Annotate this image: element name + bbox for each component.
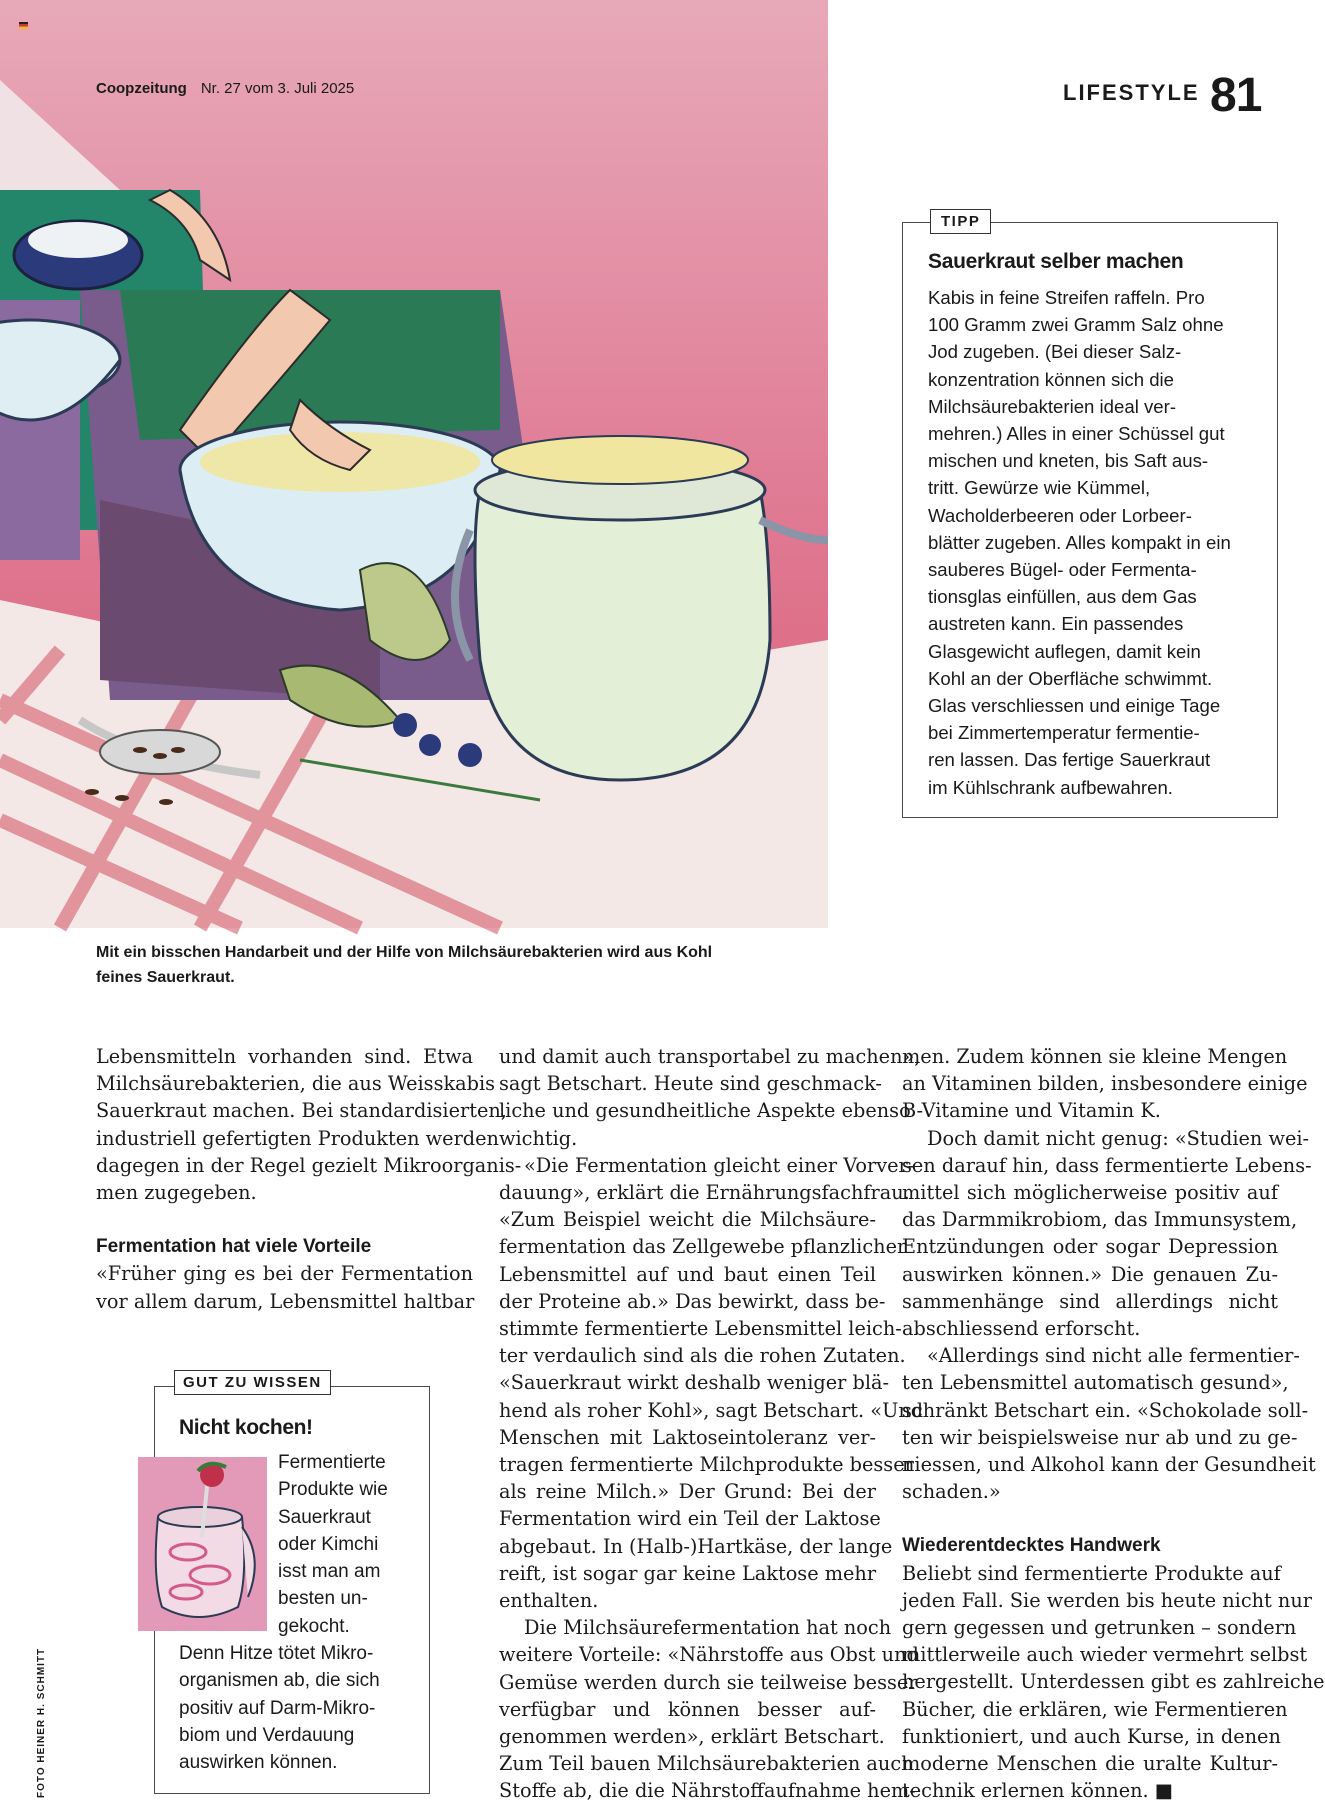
body-line: «Früher ging es bei der Fermentation [96,1262,473,1286]
tipp-line: Kohl an der Oberfläche schwimmt. [928,667,1213,689]
body-line: schränkt Betschart ein. «Schokolade soll- [902,1398,1309,1422]
body-line: und damit auch transportabel zu machen», [499,1045,921,1068]
body-line: «Allerdings sind nicht alle fermentier- [927,1344,1300,1368]
body-line: an Vitaminen bilden, insbesondere einige [902,1072,1308,1096]
article-column-1 [96,1043,522,1315]
info-box-text-bottom [179,1640,380,1776]
body-line: sagt Betschart. Heute sind geschmack- [499,1072,882,1096]
body-line: mittlerweile auch wieder vermehrt selbst [902,1643,1308,1667]
body-line: verfügbar und können besser auf- [499,1697,876,1721]
tipp-line: konzentration können sich die [928,368,1175,390]
body-line: «Sauerkraut wirkt deshalb weniger blä- [499,1371,890,1395]
tipp-line: Kabis in feine Streifen raffeln. Pro [928,287,1205,308]
body-line: dagegen in der Regel gezielt Mikroorganis- [96,1153,522,1177]
body-line: Doch damit nicht genug: «Studien wei- [927,1126,1310,1150]
info-box-text [278,1449,388,1640]
body-line: tragen fermentierte Milchprodukte besser [499,1453,914,1477]
info-box-tag: GUT ZU WISSEN [174,1370,331,1395]
photo-credit: FOTO HEINER H. SCHMITT [36,1647,47,1798]
tipp-line: bei Zimmertemperatur fermentie- [928,722,1200,744]
subheading: Wiederentdecktes Handwerk [902,1535,1161,1557]
body-line: Beliebt sind fermentierte Produkte auf [902,1561,1281,1585]
body-line: funktioniert, und auch Kurse, in denen [902,1724,1281,1748]
body-line: B-Vitamine und Vitamin K. [902,1099,1161,1123]
body-line: auswirken können.» Die genauen Zu- [902,1262,1278,1286]
tipp-tag: TIPP [930,209,991,234]
body-line: stimmte fermentierte Lebensmittel leich- [499,1317,902,1341]
info-line: biom und Verdauung [179,1724,355,1746]
body-line: Milchsäurebakterien, die aus Weisskabis [96,1072,496,1096]
body-line: men zugegeben. [96,1181,257,1205]
article-column-2 [499,1043,924,1805]
info-line: Produkte wie [278,1479,388,1501]
body-line: Stoffe ab, die die Nährstoffaufnahme hem- [499,1779,916,1803]
body-line: hend als roher Kohl», sagt Betschart. «Und [499,1398,924,1422]
page-header-meta [96,80,354,97]
hero-illustration [0,0,828,928]
body-line: enthalten. [499,1589,599,1613]
info-line: organismen ab, die sich [179,1670,380,1692]
info-line: Fermentierte [278,1452,386,1473]
tipp-line: Wacholderbeeren oder Lorbeer- [928,504,1192,526]
body-line: dauung», erklärt die Ernährungsfachfrau. [499,1181,910,1205]
body-line: gern gegessen und getrunken – sondern [902,1616,1297,1640]
body-line: abgebaut. In (Halb-)Hartkäse, der lange [499,1534,893,1558]
image-caption [96,940,796,990]
body-line: «Zum Beispiel weicht die Milchsäure- [499,1208,876,1232]
info-line: gekocht. [278,1615,350,1637]
tipp-line: Glas verschliessen und einige Tage [928,695,1221,717]
body-line: Die Milchsäurefermentation hat noch [524,1616,892,1640]
body-line: das Darmmikrobiom, das Immunsystem, [902,1208,1298,1232]
tipp-line: Jod zugeben. (Bei dieser Salz- [928,341,1182,363]
tipp-title: Sauerkraut selber machen [928,250,1184,273]
body-line: sammenhänge sind allerdings nicht [902,1289,1278,1313]
tipp-line: tritt. Gewürze wie Kümmel, [928,477,1151,499]
body-line: Sauerkraut machen. Bei standardisierten, [96,1099,507,1123]
body-line: Entzündungen oder sogar Depression [902,1235,1278,1259]
body-line: der Proteine ab.» Das bewirkt, dass be- [499,1289,886,1313]
body-line: Bücher, die erklären, wie Fermentieren [902,1697,1288,1721]
body-line: weitere Vorteile: «Nährstoffe aus Obst und [499,1643,919,1667]
tipp-line: Glasgewicht auflegen, damit kein [928,640,1201,662]
info-line: auswirken können. [179,1752,338,1774]
info-line: oder Kimchi [278,1533,379,1555]
tipp-line: im Kühlschrank aufbewahren. [928,776,1173,798]
body-line: niessen, und Alkohol kann der Gesundheit [902,1453,1316,1477]
body-line: ten wir beispielsweise nur ab und zu ge- [902,1425,1298,1449]
body-line: liche und gesundheitliche Aspekte ebenso [499,1099,911,1123]
page-number: 81 [1210,69,1262,122]
body-line: Lebensmitteln vorhanden sind. Etwa [96,1045,473,1068]
body-line: industriell gefertigten Produkten werden [96,1126,499,1150]
body-line: schaden.» [902,1480,1001,1504]
info-line: positiv auf Darm-Mikro- [179,1697,376,1719]
body-line: ter verdaulich sind als die rohen Zutaten. [499,1344,906,1368]
body-line: abschliessend erforscht. [902,1317,1141,1341]
body-line: jeden Fall. Sie werden bis heute nicht nur [902,1588,1312,1612]
info-line: isst man am [278,1561,381,1583]
caption-line: Mit ein bisschen Handarbeit und der Hilfe von Milchsäurebakterien wird aus Kohl [96,944,713,961]
body-line: Gemüse werden durch sie teilweise besser [499,1670,918,1694]
section-label: LIFESTYLE [1063,80,1200,105]
info-line: Denn Hitze tötet Mikro- [179,1643,374,1664]
jar-illustration [138,1457,267,1631]
body-line: hergestellt. Unterdessen gibt es zahlreiche [902,1670,1325,1694]
info-line: besten un- [278,1588,368,1610]
tipp-body [928,284,1268,801]
body-line: als reine Milch.» Der Grund: Bei der [499,1480,876,1504]
caption-line: feines Sauerkraut. [96,969,235,986]
body-line: reift, ist sogar gar keine Laktose mehr [499,1561,877,1585]
tipp-line: Milchsäurebakterien ideal ver- [928,395,1177,417]
tipp-line: blätter zugeben. Alles kompakt in ein [928,531,1231,553]
body-line: «Die Fermentation gleicht einer Vorver- [524,1153,915,1177]
tipp-line: sauberes Bügel- oder Fermenta- [928,559,1197,581]
tipp-line: 100 Gramm zwei Gramm Salz ohne [928,314,1224,336]
subheading: Fermentation hat viele Vorteile [96,1236,372,1258]
tipp-line: tionsglas einfüllen, aus dem Gas [928,586,1197,608]
body-line: men. Zudem können sie kleine Mengen [902,1045,1288,1068]
body-line: Zum Teil bauen Milchsäurebakterien auch [499,1752,914,1776]
body-line: ten Lebensmittel automatisch gesund», [902,1371,1289,1395]
tipp-line: mischen und kneten, bis Saft aus- [928,450,1209,472]
body-line: sen darauf hin, dass fermentierte Lebens- [902,1153,1312,1177]
body-line: moderne Menschen die uralte Kultur- [902,1752,1278,1776]
body-line: mittel sich möglicherweise positiv auf [902,1181,1278,1205]
publication-name: Coopzeitung [96,80,187,97]
issue-info: Nr. 27 vom 3. Juli 2025 [200,80,355,97]
body-line: wichtig. [499,1126,578,1150]
tipp-line: austreten kann. Ein passendes [928,613,1184,635]
body-line: genommen werden», erklärt Betschart. [499,1725,885,1749]
body-line: Fermentation wird ein Teil der Laktose [499,1507,881,1531]
body-line: Menschen mit Laktoseintoleranz ver- [499,1425,876,1449]
info-line: Sauerkraut [278,1506,371,1528]
flag-icon [19,22,28,29]
article-column-3 [902,1043,1325,1804]
tipp-line: mehren.) Alles in einer Schüssel gut [928,423,1225,445]
info-box-title: Nicht kochen! [179,1416,313,1439]
body-line: vor allem darum, Lebensmittel haltbar [96,1289,475,1313]
body-line: Lebensmittel auf und baut einen Teil [499,1262,876,1286]
tipp-line: ren lassen. Das fertige Sauerkraut [928,749,1211,771]
body-line: fermentation das Zellgewebe pflanzlicher [499,1235,907,1259]
body-line: technik erlernen können. ■ [902,1779,1174,1803]
